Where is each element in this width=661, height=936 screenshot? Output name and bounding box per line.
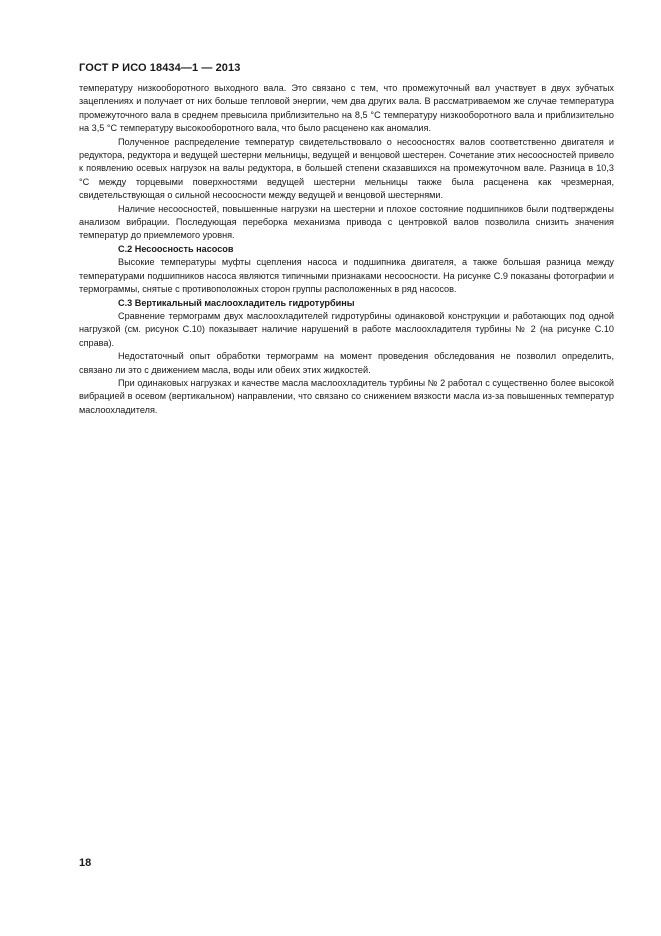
body-paragraph: Наличие несоосностей, повышенные нагрузки на шестерни и плохое состояние подшипников были подтверждены анализом вибрации. Последующая переборка механизма привода с центровкой валов позволила снизить значения температур до приемлемого уровня. xyxy=(79,203,614,241)
section-heading: С.2 Несоосность насосов xyxy=(118,243,234,254)
page-number: 18 xyxy=(79,857,92,869)
body-paragraph: температуру низкооборотного выходного вала. Это связано с тем, что промежуточный вал участвует в двух зубчатых зацеплениях и получает от них больше тепловой энергии, чем два других вала. В рассматриваемом же случае температура промежуточного вала в среднем превысила приблизительно на 8,5 °С температуру низкооборотного вала и приблизительно на 3,5 °С температуру высокооборотного вала, что было расценено как аномалия. xyxy=(79,83,614,134)
body-paragraph: При одинаковых нагрузках и качестве масла маслоохладитель турбины № 2 работал с существенно более высокой вибрацией в осевом (вертикальном) направлении, что связано со снижением вязкости масла из-за повышенных температур маслоохладителя. xyxy=(79,377,614,415)
body-paragraph: Сравнение термограмм двух маслоохладителей гидротурбины одинаковой конструкции и работающих под одной нагрузкой (см. рисунок С.10) показывает наличие нарушений в работе маслоохладителя турбины № 2 (на рисунке С.10 справа). xyxy=(79,310,614,348)
document-header: ГОСТ Р ИСО 18434—1 — 2013 xyxy=(79,62,241,74)
body-paragraph: Недостаточный опыт обработки термограмм на момент проведения обследования не позволил определить, связано ли это с движением масла, воды или обеих этих жидкостей. xyxy=(79,351,614,375)
body-paragraph: Высокие температуры муфты сцепления насоса и подшипника двигателя, а также большая разница между температурами подшипников насоса являются типичными признаками несоосности. На рисунке С.9 показаны фотографии и термограммы, снятые с противоположных сторон группы расположенных в ряд насосов. xyxy=(79,257,614,295)
section-heading: С.3 Вертикальный маслоохладитель гидротурбины xyxy=(118,297,355,308)
document-body xyxy=(79,82,614,417)
body-paragraph: Полученное распределение температур свидетельствовало о несоосностях валов соответственно двигателя и редуктора, редуктора и ведущей шестерни мельницы, ведущей и венцовой шестерен. Сочетание этих несоосностей привело к появлению осевых нагрузок на валы редуктора, в большей степени сказавшихся на промежуточном вале. Разница в 10,3 °С между торцевыми поверхностями ведущей шестерни мельницы также была расценена как чрезмерная, свидетельствующая о сильной несоосности между ведущей и венцовой шестернями. xyxy=(79,136,614,201)
